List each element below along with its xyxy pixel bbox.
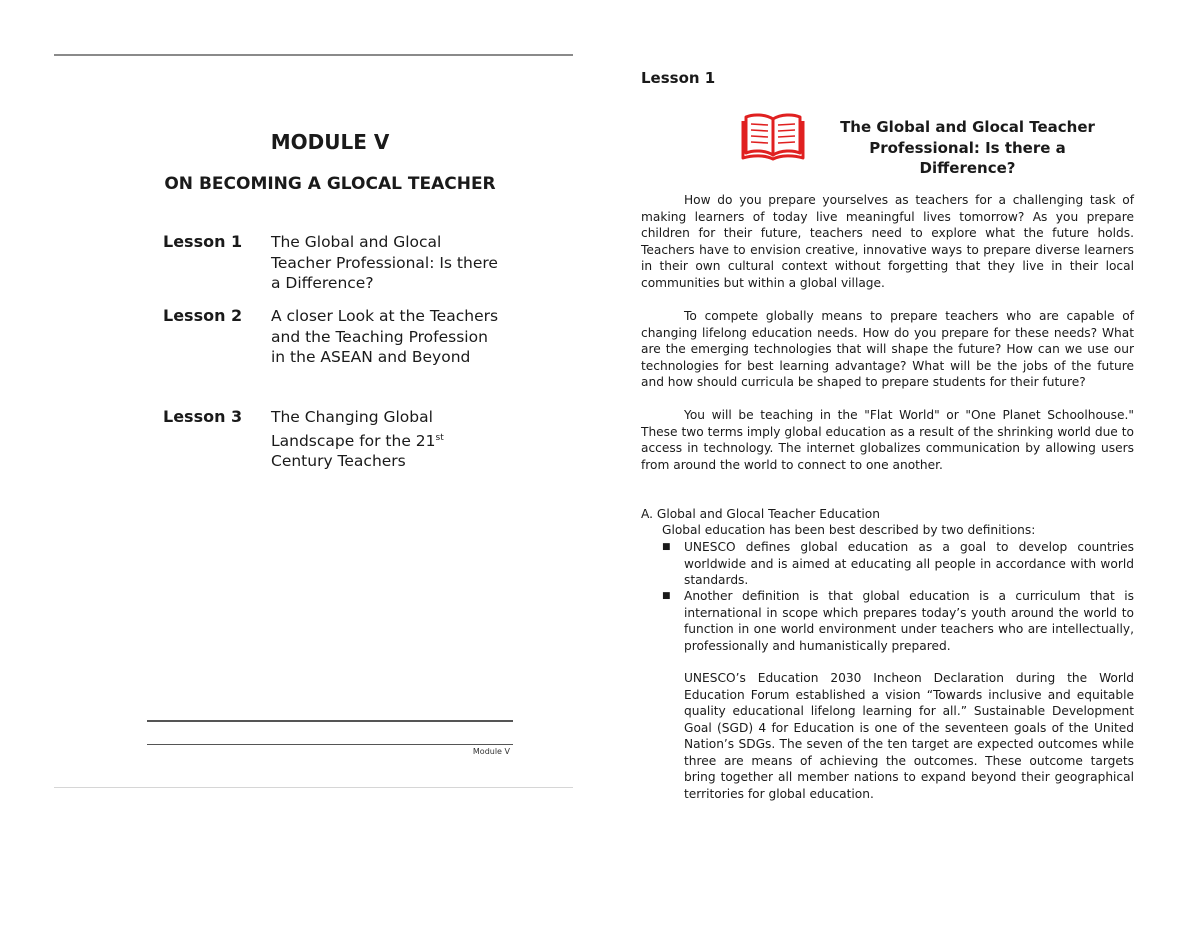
lesson-title: The Global and Glocal Teacher Professional: Is there a Difference? xyxy=(271,233,498,292)
footer-rule xyxy=(147,720,513,722)
bullet-marker: ■ xyxy=(662,542,671,552)
bullet-item xyxy=(662,539,1134,589)
open-book-icon xyxy=(741,111,805,161)
bullet-marker: ■ xyxy=(662,591,671,601)
bullet-text: Another definition is that global education is a curriculum that is international in scope which prepares today’s youth around the world to function in one world environment under teachers who are intellectually, professionally and humanistically prepared. xyxy=(684,589,1134,653)
module-title: MODULE V xyxy=(270,130,390,154)
page-top-rule xyxy=(54,54,573,56)
footer-rule xyxy=(147,744,513,745)
section-intro: Global education has been best described by two definitions: xyxy=(662,523,1036,537)
page-bottom-rule xyxy=(54,787,573,788)
body-paragraph-1: How do you prepare yourselves as teachers for a challenging task of making learners of today live meaningful lives tomorrow? As you prepare children for their future, teachers need to explore what the future holds. Teachers have to envision creative, innovative ways to prepare diverse learners in their own cultural context without forgetting that they live in their local communities but within a global village. xyxy=(641,193,1134,290)
bullet-item xyxy=(662,588,1134,654)
lesson-heading: Lesson 1 xyxy=(641,69,716,87)
section-heading: A. Global and Glocal Teacher Education xyxy=(641,507,880,521)
lesson-label: Lesson 3 xyxy=(163,407,243,426)
lesson-title: A closer Look at the Teachers and the Teaching Profession in the ASEAN and Beyond xyxy=(271,307,499,366)
footer-module-label: Module V xyxy=(472,747,510,756)
body-paragraph-2: To compete globally means to prepare teachers who are capable of changing lifelong education needs. How do you prepare for these needs? What are the emerging technologies that will shape the future? How can we use our technologies for best learning advantage? What will be the jobs of the future and how should curricula be shaped to prepare students for their future? xyxy=(641,309,1134,389)
lesson-label: Lesson 2 xyxy=(163,306,243,325)
lesson-label: Lesson 1 xyxy=(163,232,243,251)
bullet-text: UNESCO defines global education as a goal to develop countries worldwide and is aimed at educating all people in accordance with world standards. xyxy=(684,540,1134,587)
body-paragraph-3: You will be teaching in the "Flat World" or "One Planet Schoolhouse." These two terms imply global education as a result of the shrinking world due to access in technology. The internet globalizes communication by allowing users from around the world to connect to one another. xyxy=(641,408,1134,472)
lesson-title: The Changing Global Landscape for the 21st Century Teachers xyxy=(271,408,444,471)
lesson-title: The Global and Glocal Teacher Professional: Is there a Difference? xyxy=(840,118,1095,177)
module-subtitle: ON BECOMING A GLOCAL TEACHER xyxy=(164,174,496,194)
closing-paragraph: UNESCO’s Education 2030 Incheon Declaration during the World Education Forum established a vision “Towards inclusive and equitable quality educational lifelong learning for all.” Sustainable Development Goal (SGD) 4 for Education is one of the seventeen goals of the United Nation’s SDGs. The seven of the ten target are expected outcomes while three are means of achieving the outcomes. These outcome targets bring together all member nations to expand beyond their geographical territories for global education. xyxy=(684,671,1134,801)
